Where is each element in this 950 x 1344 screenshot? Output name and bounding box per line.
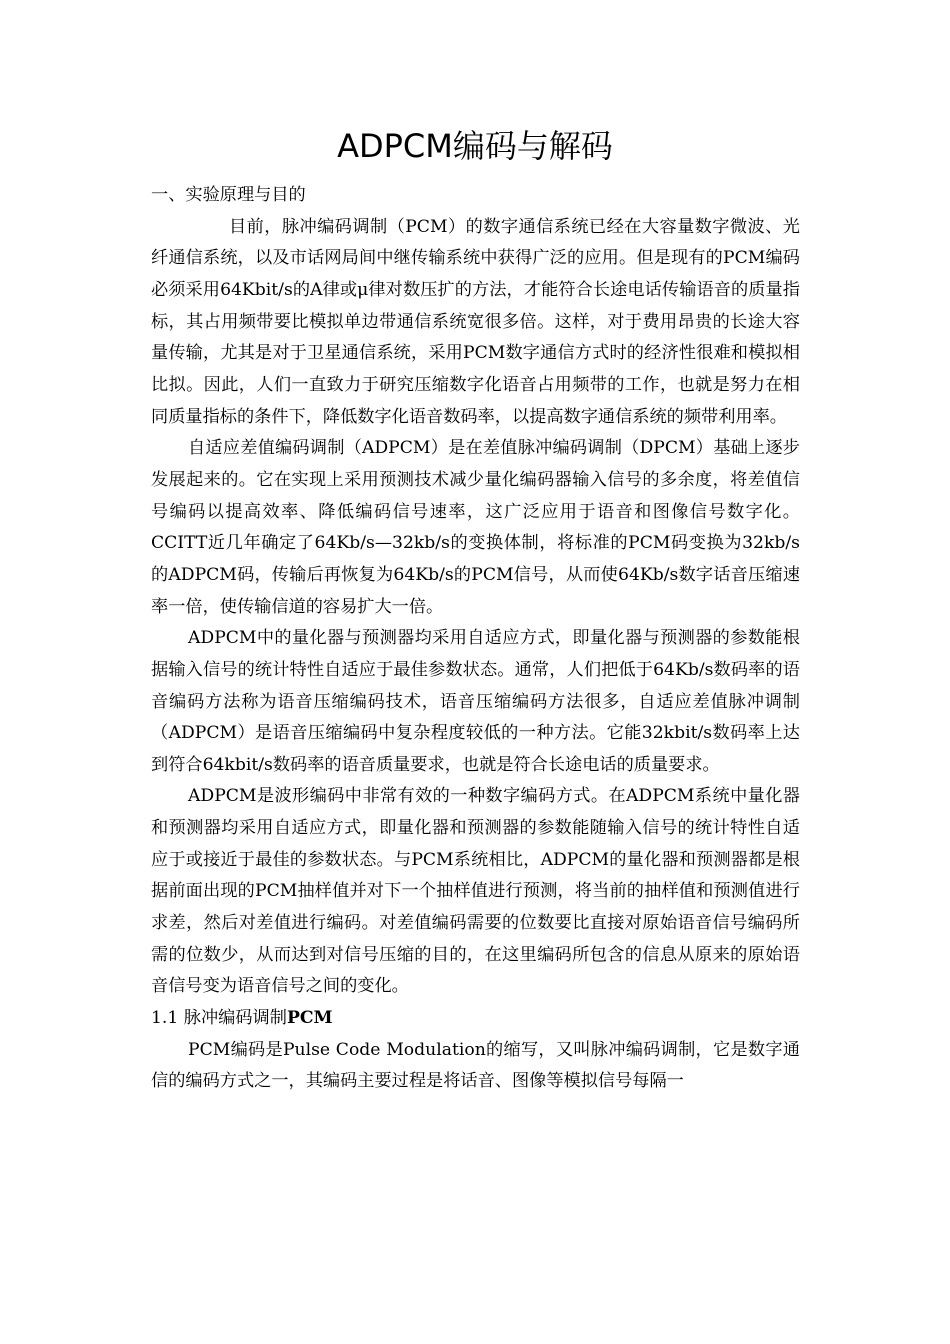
paragraph-pcm-intro: 目前，脉冲编码调制（PCM）的数字通信系统已经在大容量数字微波、光纤通信系统，以及市话网局间中继传输系统中获得广泛的应用。但是现有的PCM编码必须采用64Kbit/s的A律或μ律对数压扩的方法，才能符合长途电话传输语音的质量指标，其占用频带要比模拟单边带通信系统宽很多倍。这样，对于费用昂贵的长途大容量传输，尤其是对于卫星通信系统，采用PCM数字通信方式时的经济性很难和模拟相比拟。因此，人们一直致力于研究压缩数字化语音占用频带的工作，也就是努力在相同质量指标的条件下，降低数字化语音数码率，以提高数字通信系统的频带利用率。 xyxy=(151,216,800,427)
paragraph-adpcm-waveform: ADPCM是波形编码中非常有效的一种数字编码方式。在ADPCM系统中量化器和预测器均采用自适应方式，即量化器和预测器的参数能随输入信号的统计特性自适应于或接近于最佳的参数状态。与PCM系统相比，ADPCM的量化器和预测器都是根据前面出现的PCM抽样值并对下一个抽样值进行预测，将当前的抽样值和预测值进行求差，然后对差值进行编码。对差值编码需要的位数要比直接对原始语音信号编码所需的位数少，从而达到对信号压缩的目的，在这里编码所包含的信息从原来的原始语音信号变为语音信号之间的变化。 xyxy=(151,786,800,997)
subsection-heading-text: 1.1 脉冲编码调制 xyxy=(151,1008,287,1029)
document-title: ADPCM编码与解码 xyxy=(337,127,613,165)
document-body xyxy=(151,180,800,1098)
paragraph-adpcm-definition: 自适应差值编码调制（ADPCM）是在差值脉冲编码调制（DPCM）基础上逐步发展起来的。它在实现上采用预测技术减少量化编码器输入信号的多余度，将差值信号编码以提高效率、降低编码信号速率，这广泛应用于语音和图像信号数字化。CCITT近几年确定了64Kb/s—32kb/s的变换体制，将标准的PCM码变换为32kb/s的ADPCM码，传输后再恢复为64Kb/s的PCM信号，从而使64Kb/s数字话音压缩速率一倍，使传输信道的容易扩大一倍。 xyxy=(151,438,800,617)
paragraph-pcm-definition: PCM编码是Pulse Code Modulation的缩写，又叫脉冲编码调制，它是数字通信的编码方式之一，其编码主要过程是将话音、图像等模拟信号每隔一 xyxy=(151,1039,800,1092)
subsection-heading-bold: PCM xyxy=(286,1008,333,1029)
subsection-heading xyxy=(151,1003,800,1035)
section-heading: 一、实验原理与目的 xyxy=(151,185,306,205)
paragraph-adpcm-quantizer: ADPCM中的量化器与预测器均采用自适应方式，即量化器与预测器的参数能根据输入信号的统计特性自适应于最佳参数状态。通常，人们把低于64Kb/s数码率的语音编码方法称为语音压缩编码技术，语音压缩编码方法很多，自适应差值脉冲调制（ADPCM）是语音压缩编码中复杂程度较低的一种方法。它能32kbit/s数码率上达到符合64kbit/s数码率的语音质量要求，也就是符合长途电话的质量要求。 xyxy=(151,628,800,775)
